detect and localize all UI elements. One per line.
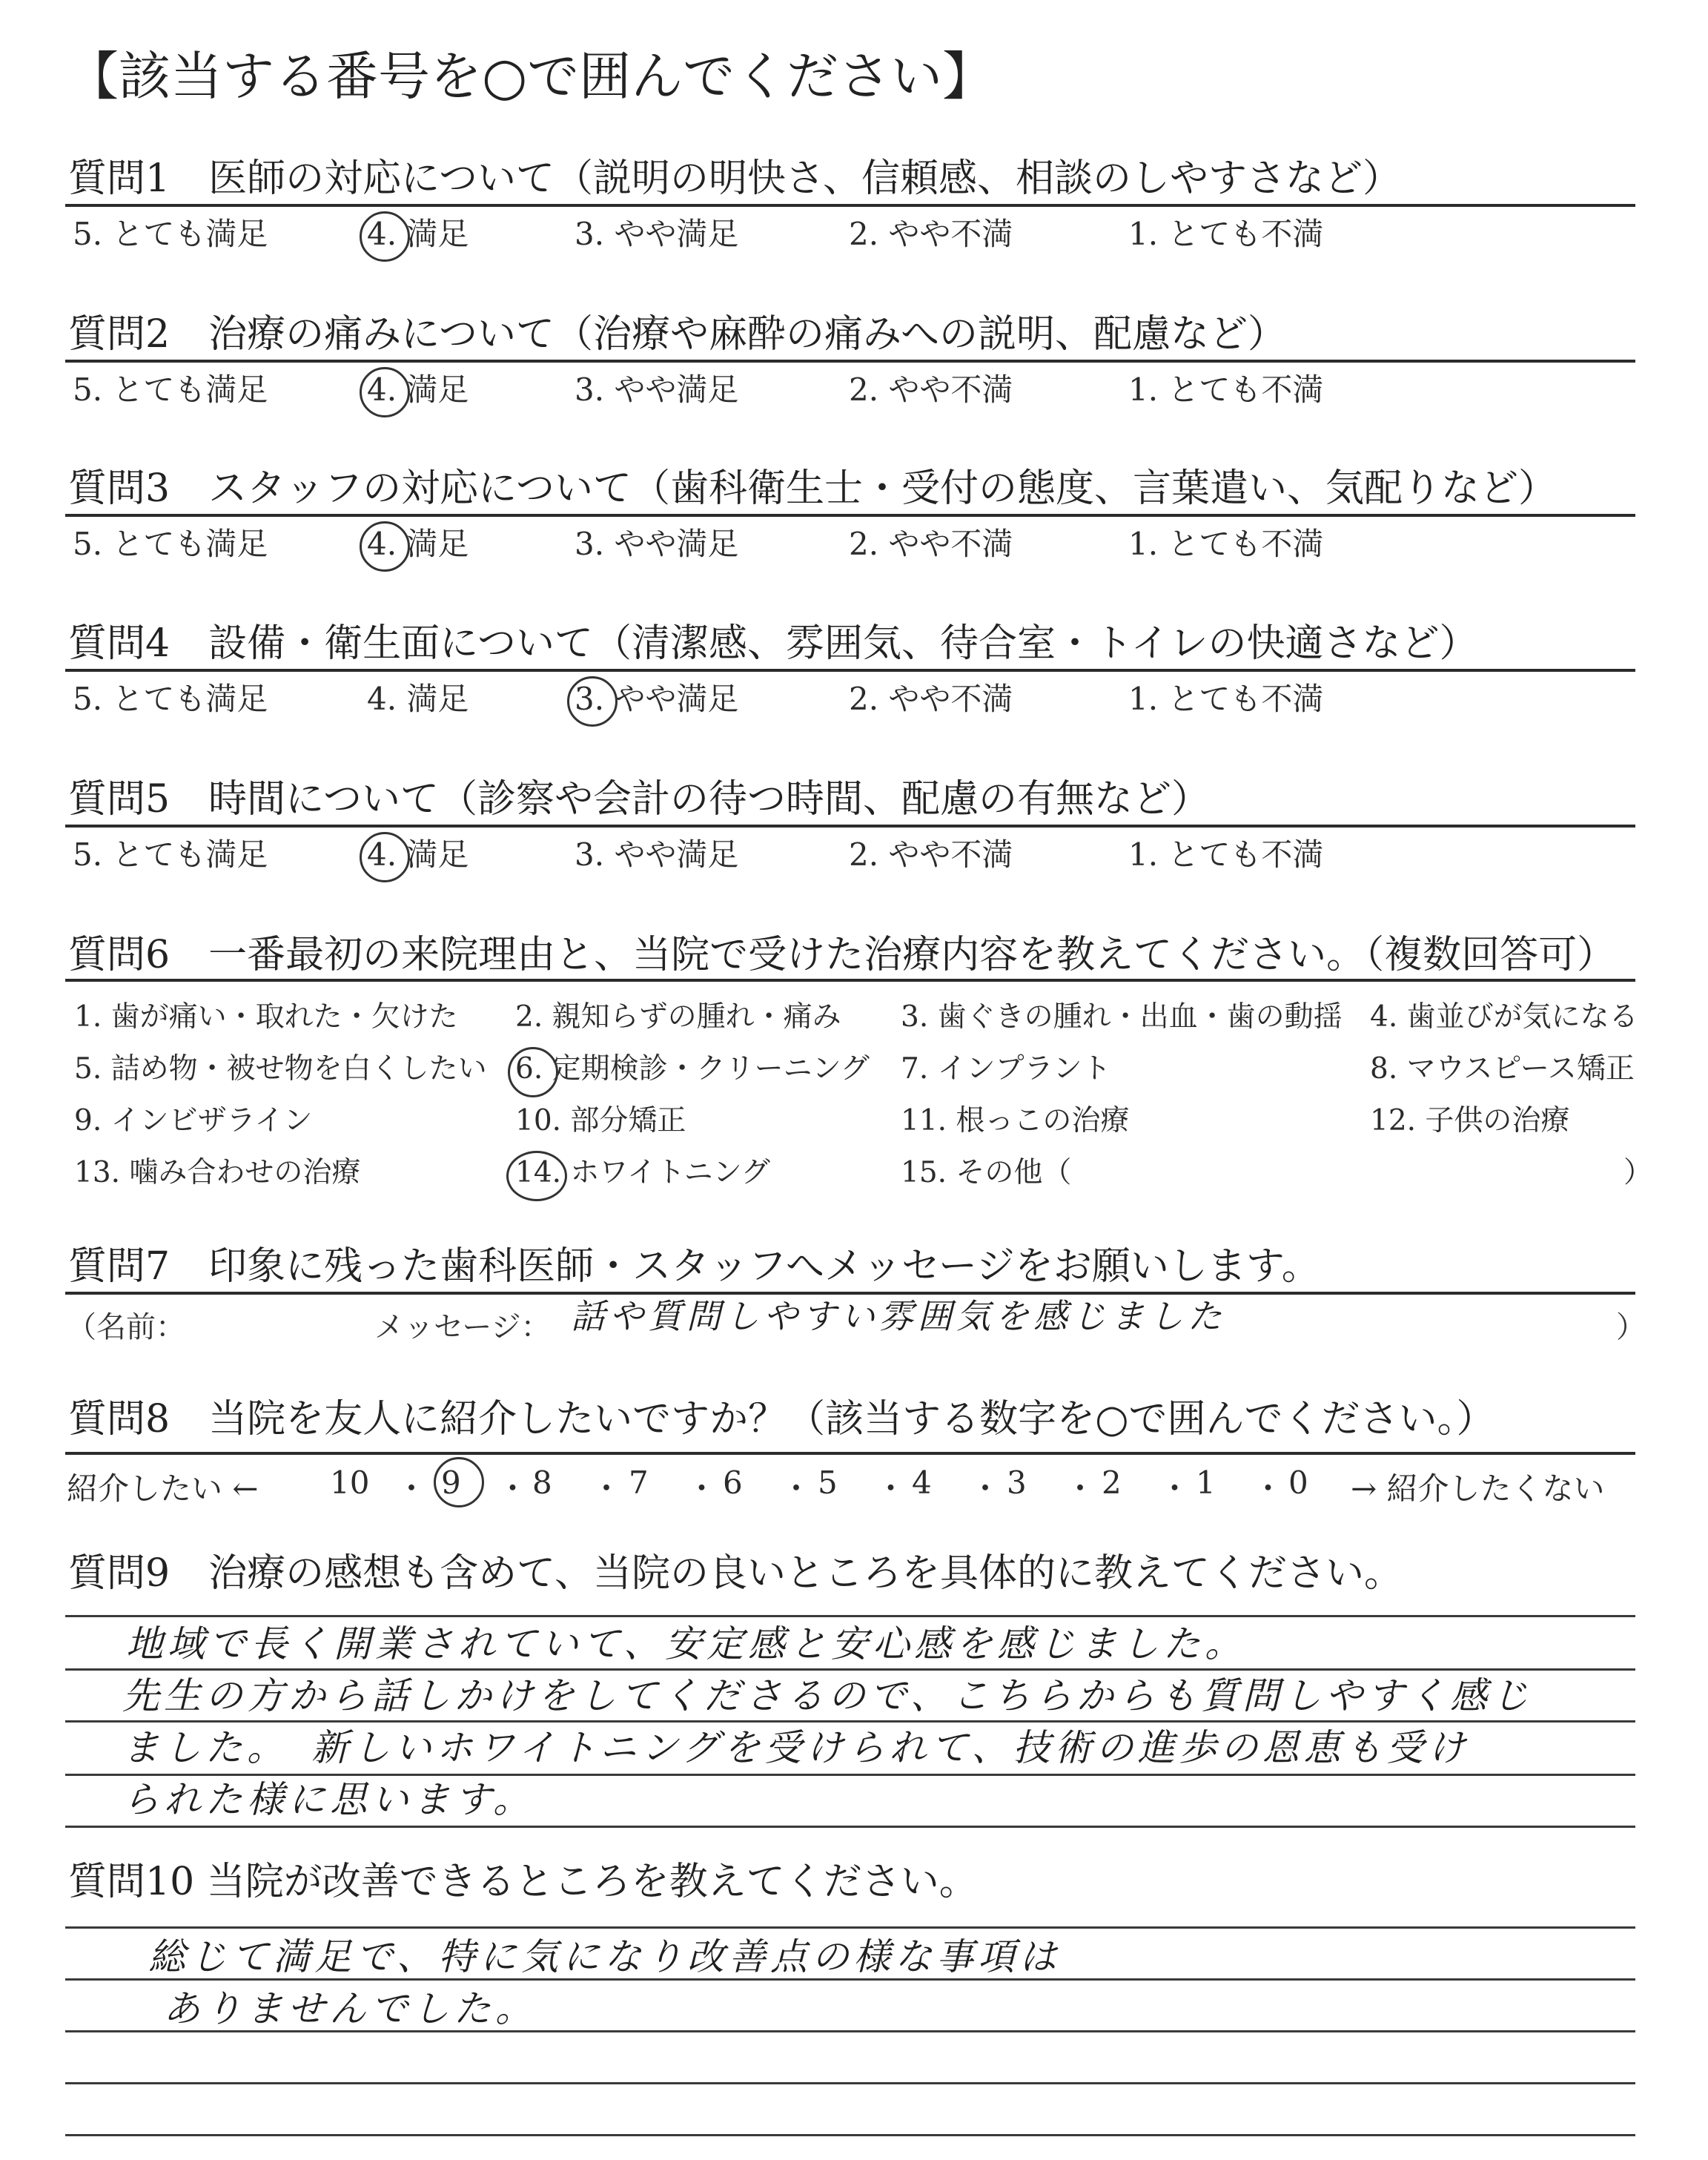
q8-right-label: → 紹介したくない bbox=[1351, 1470, 1605, 1507]
q8-scale-10[interactable]: 10 bbox=[330, 1464, 370, 1501]
q6-item-13[interactable]: 13. 噛み合わせの治療 bbox=[74, 1156, 361, 1189]
q7-message-handwritten: 話や質問しやすい雰囲気を感じました bbox=[571, 1296, 1226, 1336]
q5-option-3[interactable]: 3. やや満足 bbox=[575, 836, 739, 873]
q4-option-3[interactable]: 3. やや満足 bbox=[575, 681, 739, 717]
q8-left-label: 紹介したい ← bbox=[67, 1470, 259, 1507]
q2-option-1[interactable]: 1. とても不満 bbox=[1128, 371, 1324, 408]
q6-item-10[interactable]: 10. 部分矯正 bbox=[515, 1104, 686, 1137]
q5-option-5[interactable]: 5. とても満足 bbox=[73, 836, 268, 873]
q1-rule bbox=[65, 204, 1635, 207]
q9-answer-line-2: 先生の方から話しかけをしてくださるので、こちらからも質問しやすく感じ bbox=[122, 1674, 1533, 1717]
q4-option-2[interactable]: 2. やや不満 bbox=[849, 681, 1013, 717]
q6-rule bbox=[65, 979, 1635, 982]
q10-rule-3 bbox=[65, 2030, 1635, 2032]
q10-answer-line-1: 総じて満足で、特に気になり改善点の様な事項は bbox=[148, 1935, 1061, 1978]
q8-scale-separator: ・ bbox=[591, 1470, 623, 1507]
q9-rule-3 bbox=[65, 1720, 1635, 1723]
q6-item-1[interactable]: 1. 歯が痛い・取れた・欠けた bbox=[74, 1000, 458, 1034]
q8-scale-separator: ・ bbox=[781, 1470, 812, 1507]
q2-option-5[interactable]: 5. とても満足 bbox=[73, 371, 268, 408]
selection-circle: 4. bbox=[367, 216, 397, 252]
q6-item-14[interactable]: 14. ホワイトニング bbox=[515, 1156, 770, 1189]
form-header: 【該当する番号を○で囲んでください】 bbox=[67, 46, 995, 107]
q8-scale-separator: ・ bbox=[1065, 1470, 1096, 1507]
q7-close-paren: ） bbox=[1616, 1310, 1646, 1344]
q8-rule bbox=[65, 1452, 1635, 1455]
q6-item-8[interactable]: 8. マウスピース矯正 bbox=[1370, 1052, 1635, 1086]
q6-item-15[interactable]: 15. その他（ bbox=[901, 1156, 1072, 1189]
q3-title: 質問3 スタッフの対応について（歯科衛生士・受付の態度、言葉遣い、気配りなど） bbox=[68, 466, 1558, 511]
q8-scale-separator: ・ bbox=[875, 1470, 907, 1507]
q2-title: 質問2 治療の痛みについて（治療や麻酔の痛みへの説明、配慮など） bbox=[68, 312, 1287, 357]
q4-title: 質問4 設備・衛生面について（清潔感、雰囲気、待合室・トイレの快適さなど） bbox=[68, 621, 1478, 666]
q2-option-4[interactable]: 4. 満足 bbox=[367, 371, 469, 408]
q6-item-7[interactable]: 7. インプラント bbox=[901, 1052, 1111, 1086]
q4-option-4[interactable]: 4. 満足 bbox=[367, 681, 469, 717]
q8-scale-separator: ・ bbox=[1159, 1470, 1191, 1507]
q8-scale-5[interactable]: 5 bbox=[818, 1464, 838, 1501]
q3-rule bbox=[65, 514, 1635, 517]
q2-option-3[interactable]: 3. やや満足 bbox=[575, 371, 739, 408]
q8-scale-separator: ・ bbox=[970, 1470, 1002, 1507]
q9-rule-1 bbox=[65, 1615, 1635, 1617]
q9-title: 質問9 治療の感想も含めて、当院の良いところを具体的に教えてください。 bbox=[68, 1551, 1403, 1596]
q4-option-5[interactable]: 5. とても満足 bbox=[73, 681, 268, 717]
q8-scale-8[interactable]: 8 bbox=[532, 1464, 552, 1501]
q5-option-1[interactable]: 1. とても不満 bbox=[1128, 836, 1324, 873]
q6-title: 質問6 一番最初の来院理由と、当院で受けた治療内容を教えてください。（複数回答可） bbox=[68, 933, 1616, 977]
q3-option-1[interactable]: 1. とても不満 bbox=[1128, 526, 1324, 562]
q1-option-4[interactable]: 4. 満足 bbox=[367, 216, 469, 252]
q6-item-5[interactable]: 5. 詰め物・被せ物を白くしたい bbox=[74, 1052, 487, 1086]
q8-title: 質問8 当院を友人に紹介したいですか？（該当する数字を○で囲んでください。） bbox=[68, 1397, 1495, 1441]
q10-rule-2 bbox=[65, 1978, 1635, 1981]
q5-option-4[interactable]: 4. 満足 bbox=[367, 836, 469, 873]
q2-rule bbox=[65, 360, 1635, 363]
q6-item-9[interactable]: 9. インビザライン bbox=[74, 1104, 313, 1137]
q6-item-11[interactable]: 11. 根っこの治療 bbox=[901, 1104, 1130, 1137]
q5-title: 質問5 時間について（診察や会計の待つ時間、配慮の有無など） bbox=[68, 777, 1211, 822]
q8-scale-separator: ・ bbox=[396, 1470, 428, 1507]
q10-answer-line-2: ありませんでした。 bbox=[163, 1987, 537, 2030]
q5-rule bbox=[65, 825, 1635, 828]
q6-item-6[interactable]: 6. 定期検診・クリーニング bbox=[515, 1052, 870, 1086]
q7-name-label: （名前： bbox=[67, 1310, 185, 1344]
q6-item-4[interactable]: 4. 歯並びが気になる bbox=[1370, 1000, 1638, 1034]
q8-scale-3[interactable]: 3 bbox=[1007, 1464, 1027, 1501]
q8-scale bbox=[0, 1464, 1708, 1507]
q10-rule-5 bbox=[65, 2134, 1635, 2136]
q8-scale-2[interactable]: 2 bbox=[1102, 1464, 1122, 1501]
q8-scale-separator: ・ bbox=[1252, 1470, 1284, 1507]
q10-rule-4 bbox=[65, 2082, 1635, 2084]
q8-scale-0[interactable]: 0 bbox=[1288, 1464, 1308, 1501]
q8-scale-4[interactable]: 4 bbox=[912, 1464, 932, 1501]
q1-option-1[interactable]: 1. とても不満 bbox=[1128, 216, 1324, 252]
q6-item-3[interactable]: 3. 歯ぐきの腫れ・出血・歯の動揺 bbox=[901, 1000, 1343, 1034]
q3-option-4[interactable]: 4. 満足 bbox=[367, 526, 469, 562]
q2-option-2[interactable]: 2. やや不満 bbox=[849, 371, 1013, 408]
selection-circle: 4. bbox=[367, 526, 397, 562]
q7-message-label: メッセージ： bbox=[374, 1310, 551, 1344]
q8-scale-1[interactable]: 1 bbox=[1196, 1464, 1216, 1501]
q3-option-3[interactable]: 3. やや満足 bbox=[575, 526, 739, 562]
q1-option-2[interactable]: 2. やや不満 bbox=[849, 216, 1013, 252]
q1-option-3[interactable]: 3. やや満足 bbox=[575, 216, 739, 252]
q9-rule-2 bbox=[65, 1668, 1635, 1671]
q6-item-2[interactable]: 2. 親知らずの腫れ・痛み bbox=[515, 1000, 841, 1034]
q1-title: 質問1 医師の対応について（説明の明快さ、信頼感、相談のしやすさなど） bbox=[68, 156, 1401, 201]
q6-item-12[interactable]: 12. 子供の治療 bbox=[1370, 1104, 1570, 1137]
q10-title: 質問10 当院が改善できるところを教えてください。 bbox=[68, 1860, 978, 1904]
q8-scale-9[interactable]: 9 bbox=[441, 1464, 461, 1501]
q3-option-2[interactable]: 2. やや不満 bbox=[849, 526, 1013, 562]
q4-option-1[interactable]: 1. とても不満 bbox=[1128, 681, 1324, 717]
q9-answer-line-1: 地域で長く開業されていて、安定感と安心感を感じました。 bbox=[126, 1622, 1246, 1665]
q9-rule-4 bbox=[65, 1774, 1635, 1776]
q4-rule bbox=[65, 669, 1635, 672]
q5-option-2[interactable]: 2. やや不満 bbox=[849, 836, 1013, 873]
q9-answer-line-3: ました。 新しいホワイトニングを受けられて、技術の進歩の恩恵も受け bbox=[122, 1726, 1470, 1769]
q1-option-5[interactable]: 5. とても満足 bbox=[73, 216, 268, 252]
q9-answer-line-4: られた様に思います。 bbox=[122, 1778, 534, 1821]
q10-rule-1 bbox=[65, 1926, 1635, 1929]
q8-scale-separator: ・ bbox=[686, 1470, 718, 1507]
q9-rule-5 bbox=[65, 1826, 1635, 1828]
q3-option-5[interactable]: 5. とても満足 bbox=[73, 526, 268, 562]
q7-rule bbox=[65, 1292, 1635, 1295]
q7-title: 質問7 印象に残った歯科医師・スタッフへメッセージをお願いします。 bbox=[68, 1244, 1320, 1289]
selection-circle: 3. bbox=[575, 681, 605, 717]
q8-scale-separator: ・ bbox=[497, 1470, 529, 1507]
q8-scale-7[interactable]: 7 bbox=[629, 1464, 649, 1501]
selection-circle: 4. bbox=[367, 836, 397, 873]
q6-other-close: ） bbox=[1623, 1156, 1653, 1189]
selection-circle: 4. bbox=[367, 371, 397, 408]
q8-scale-6[interactable]: 6 bbox=[723, 1464, 743, 1501]
